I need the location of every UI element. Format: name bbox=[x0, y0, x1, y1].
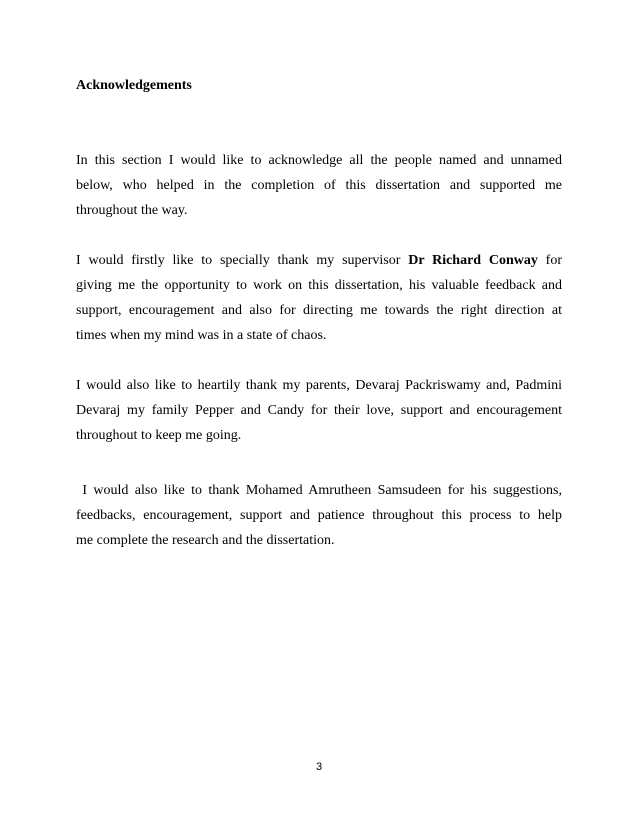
paragraph-line: I would also like to heartily thank my parents, Devaraj Packriswamy and, Padmini bbox=[76, 378, 562, 393]
line-text: for bbox=[537, 253, 563, 268]
paragraph-supervisor bbox=[76, 248, 562, 348]
paragraph-line: throughout to keep me going. bbox=[76, 428, 242, 443]
paragraph-line: below, who helped in the completion of this dissertation and supported me bbox=[76, 178, 562, 193]
page-heading: Acknowledgements bbox=[76, 78, 192, 93]
paragraph-line: me complete the research and the dissertation. bbox=[76, 533, 335, 548]
paragraph-friend bbox=[76, 478, 562, 553]
paragraph-line: support, encouragement and also for directing me towards the right direction at bbox=[76, 303, 562, 318]
paragraph-line bbox=[76, 248, 562, 273]
paragraph-line: giving me the opportunity to work on this dissertation, his valuable feedback and bbox=[76, 278, 562, 293]
line-text: I would firstly like to specially thank my supervisor bbox=[76, 253, 409, 268]
paragraph-family bbox=[76, 373, 562, 448]
paragraph-line: throughout the way. bbox=[76, 203, 188, 218]
supervisor-name: Dr Richard Conway bbox=[408, 253, 538, 268]
page-number: 3 bbox=[315, 761, 323, 773]
paragraph-line: Devaraj my family Pepper and Candy for their love, support and encouragement bbox=[76, 403, 562, 418]
paragraph-line: In this section I would like to acknowledge all the people named and unnamed bbox=[76, 153, 562, 168]
paragraph-line: I would also like to thank Mohamed Amrutheen Samsudeen for his suggestions, bbox=[76, 483, 562, 498]
paragraph-line: feedbacks, encouragement, support and patience throughout this process to help bbox=[76, 508, 562, 523]
paragraph-intro bbox=[76, 148, 562, 223]
paragraph-line: times when my mind was in a state of chaos. bbox=[76, 328, 327, 343]
